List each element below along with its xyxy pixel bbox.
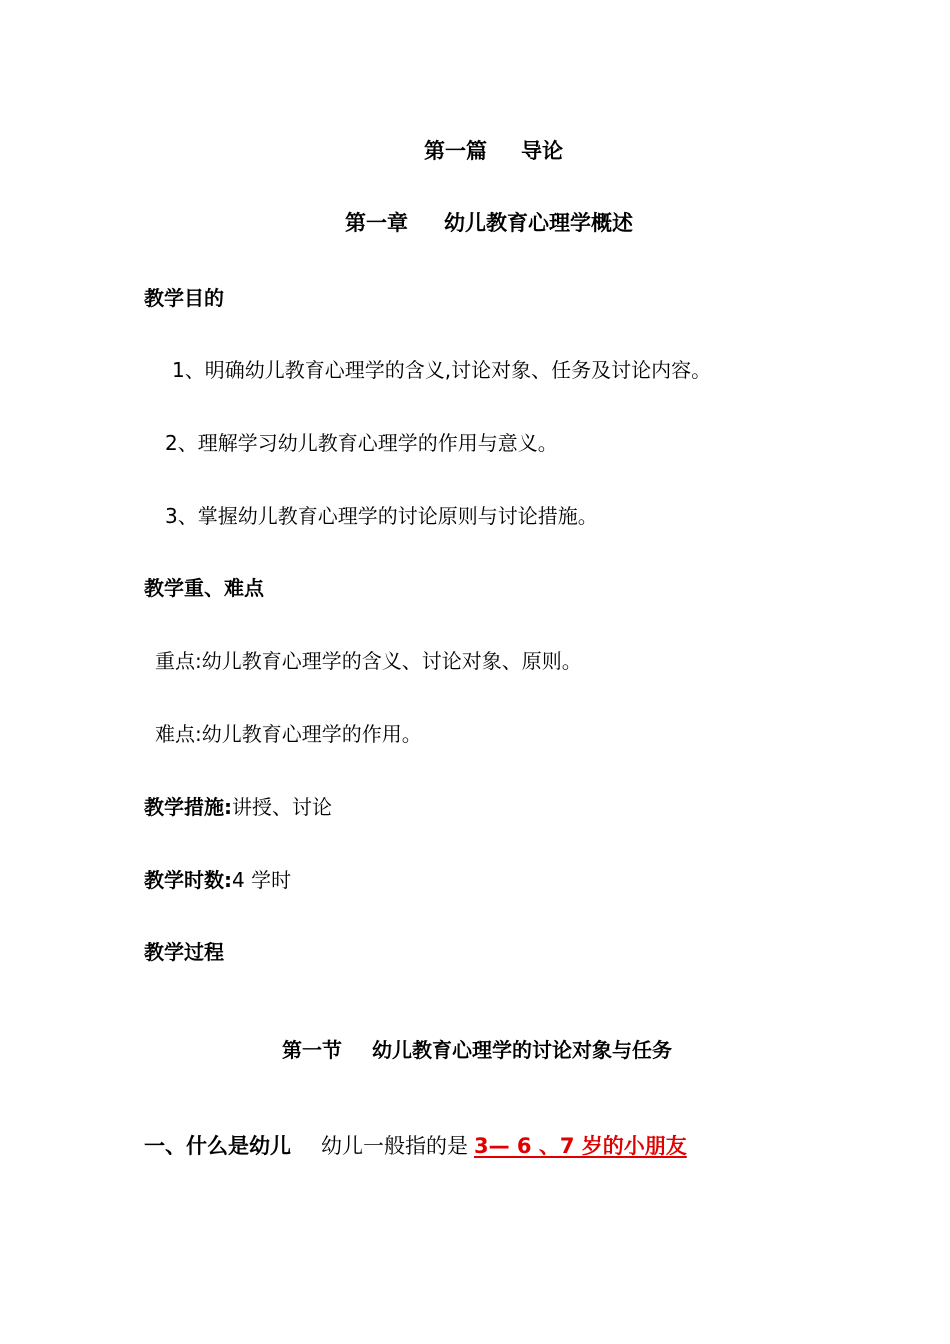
section-title-label: 第一节 bbox=[282, 1038, 342, 1062]
part-title-label: 第一篇 bbox=[424, 139, 487, 163]
objective-item-3: 3、掌握幼儿教育心理学的讨论原则与讨论措施。 bbox=[165, 504, 598, 528]
teaching-method-label: 教学措施: bbox=[144, 795, 232, 819]
section-title bbox=[282, 1040, 672, 1060]
question-text: 幼儿一般指的是 bbox=[321, 1134, 468, 1158]
teaching-method bbox=[144, 797, 332, 817]
question-line bbox=[144, 1136, 687, 1157]
question-label: 一、什么是幼儿 bbox=[144, 1134, 291, 1158]
objective-item-1: 1、明确幼儿教育心理学的含义,讨论对象、任务及讨论内容。 bbox=[172, 358, 712, 382]
teaching-hours-label: 教学时数: bbox=[144, 868, 232, 892]
teaching-method-value: 讲授、讨论 bbox=[232, 795, 332, 819]
part-title-name: 导论 bbox=[521, 139, 563, 163]
objective-item-2: 2、理解学习幼儿教育心理学的作用与意义。 bbox=[165, 431, 558, 455]
difficult-point-text: 难点:幼儿教育心理学的作用。 bbox=[155, 722, 422, 746]
age-range-highlight: 3— 6 、7 岁的小朋友 bbox=[474, 1134, 687, 1158]
chapter-title bbox=[345, 213, 633, 234]
key-point-text: 重点:幼儿教育心理学的含义、讨论对象、原则。 bbox=[155, 649, 582, 673]
process-heading: 教学过程 bbox=[144, 940, 224, 964]
chapter-title-name: 幼儿教育心理学概述 bbox=[444, 211, 633, 235]
chapter-title-label: 第一章 bbox=[345, 211, 408, 235]
teaching-hours bbox=[144, 870, 291, 890]
part-title bbox=[424, 141, 563, 162]
section-title-name: 幼儿教育心理学的讨论对象与任务 bbox=[372, 1038, 672, 1062]
objectives-heading: 教学目的 bbox=[144, 286, 224, 310]
key-points-heading: 教学重、难点 bbox=[144, 576, 264, 600]
teaching-hours-value: 4 学时 bbox=[232, 868, 292, 892]
